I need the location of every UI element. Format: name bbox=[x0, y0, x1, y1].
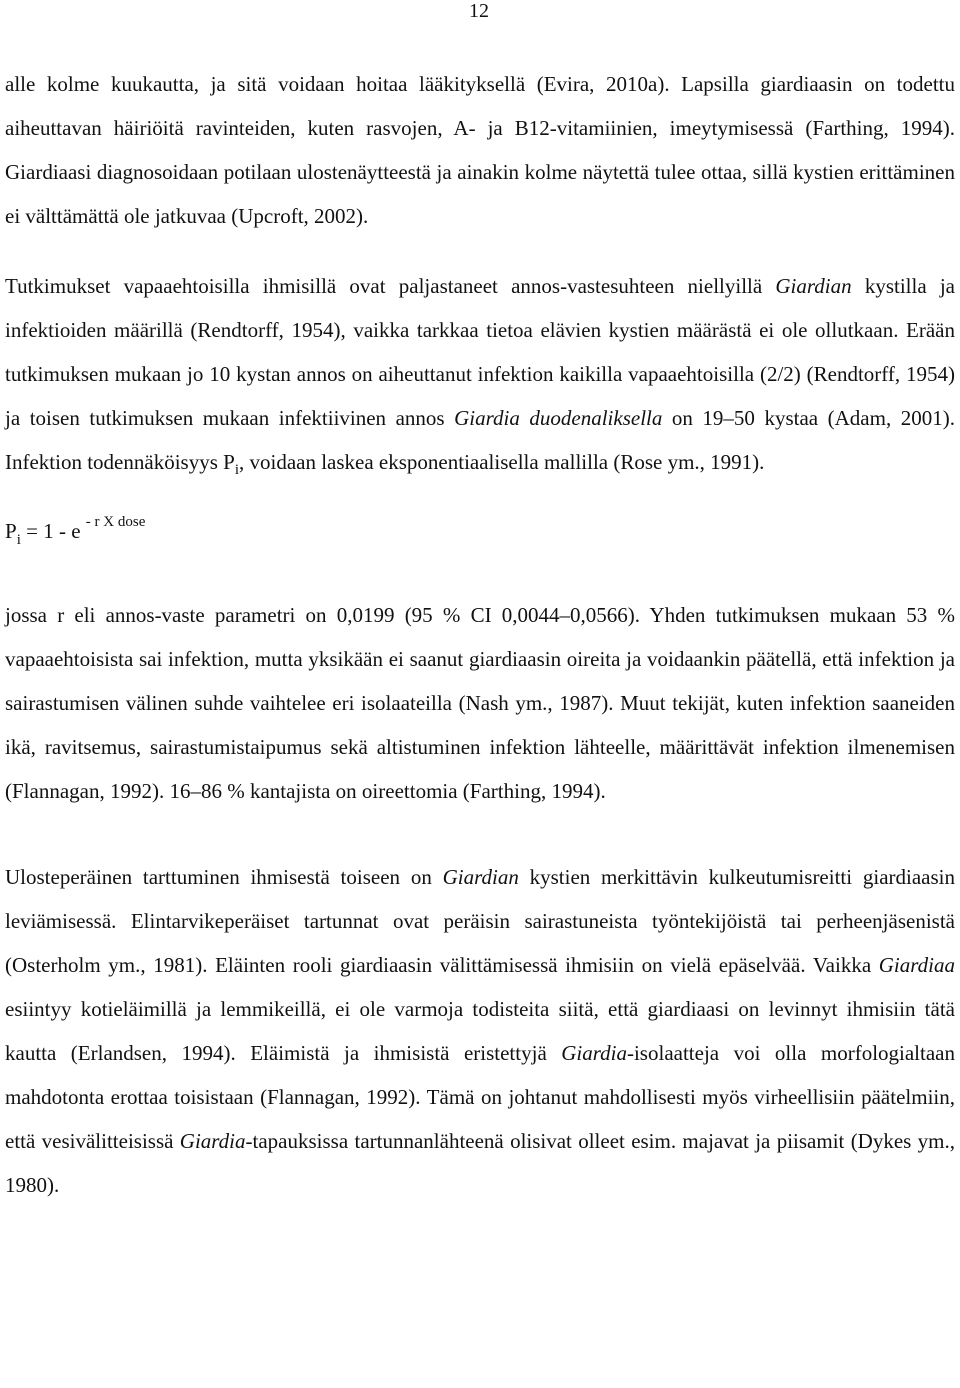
paragraph-2 bbox=[5, 264, 955, 487]
paragraph-4-italic-d: Giardia bbox=[179, 1129, 246, 1153]
formula-base: P bbox=[5, 519, 17, 543]
page-number: 12 bbox=[469, 0, 489, 22]
paragraph-2-italic-b: Giardia duodenaliksella bbox=[454, 406, 663, 430]
paragraph-4-text-a: Ulosteperäinen tarttuminen ihmisestä toiseen on bbox=[5, 865, 443, 889]
paragraph-4 bbox=[5, 855, 955, 1207]
formula-subscript: i bbox=[16, 532, 21, 548]
paragraph-4-text-b: kystien merkittävin kulkeutumisreitti giardiaasin leviämisessä. Elintarvikeperäiset tartunnat ovat peräisin sairastuneista työntekijöistä tai perheenjäsenistä (Osterholm ym., 1981). Eläinten rooli giardiaasin välittämisessä ihmisiin on vielä epäselvää. Vaikka bbox=[5, 865, 955, 977]
paragraph-4-italic-a: Giardian bbox=[442, 865, 519, 889]
document-body bbox=[5, 62, 955, 1207]
paragraph-4-italic-c: Giardia bbox=[561, 1041, 627, 1065]
paragraph-2-italic-a: Giardian bbox=[775, 274, 852, 298]
formula-middle: = 1 - e bbox=[20, 519, 86, 543]
paragraph-4-text-e: -tapauksissa tartunnanlähteenä olisivat olleet esim. majavat ja piisamit (Dykes ym., 1980). bbox=[5, 1129, 956, 1197]
probability-formula bbox=[5, 509, 955, 553]
paragraph-1: alle kolme kuukautta, ja sitä voidaan hoitaa lääkityksellä (Evira, 2010a). Lapsilla giardiaasin on todettu aiheuttavan häiriöitä ravinteiden, kuten rasvojen, A- ja B12-vitamiinien, imeytymisessä (Farthing, 1994). Giardiaasi diagnosoidaan potilaan ulostenäytteestä ja ainakin kolme näytettä tulee ottaa, sillä kystien erittäminen ei välttämättä ole jatkuvaa (Upcroft, 2002). bbox=[5, 72, 955, 228]
paragraph-2-subscript: i bbox=[234, 462, 239, 478]
paragraph-2-text-c: on 19–50 kystaa (Adam, 2001). Infektion todennäköisyys P bbox=[5, 406, 955, 474]
paragraph-2-text-a: Tutkimukset vapaaehtoisilla ihmisillä ovat paljastaneet annos-vastesuhteen niellyillä bbox=[5, 274, 776, 298]
paragraph-4-text-c: esiintyy kotieläimillä ja lemmikeillä, ei ole varmoja todisteita siitä, että giardiaasi on levinnyt ihmisiin tätä kautta (Erlandsen, 1994). Eläimistä ja ihmisistä eristettyjä bbox=[5, 997, 955, 1065]
paragraph-2-text-d: , voidaan laskea eksponentiaalisella mallilla (Rose ym., 1991). bbox=[238, 450, 765, 474]
formula-exponent: - r X dose bbox=[85, 514, 146, 530]
paragraph-3: jossa r eli annos-vaste parametri on 0,0199 (95 % CI 0,0044–0,0566). Yhden tutkimuksen mukaan 53 % vapaaehtoisista sai infektion, mutta yksikään ei saanut giardiaasin oireita ja voidaankin päätellä, että infektion ja sairastumisen välinen suhde vaihtelee eri isolaateilla (Nash ym., 1987). Muut tekijät, kuten infektion saaneiden ikä, ravitsemus, sairastumistaipumus sekä altistuminen infektion lähteelle, määrittävät infektion ilmenemisen (Flannagan, 1992). 16–86 % kantajista on oireettomia (Farthing, 1994). bbox=[5, 603, 955, 803]
paragraph-2-text-b: kystilla ja infektioiden määrillä (Rendtorff, 1954), vaikka tarkkaa tietoa elävien kystien määrästä ei ole ollutkaan. Erään tutkimuksen mukaan jo 10 kystan annos on aiheuttanut infektion kaikilla vapaaehtoisilla (2/2) (Rendtorff, 1954) ja toisen tutkimuksen mukaan infektiivinen annos bbox=[5, 274, 955, 430]
paragraph-4-text-d: -isolaatteja voi olla morfologialtaan mahdotonta erottaa toisistaan (Flannagan, 1992). Tämä on johtanut mahdollisesti myös virheellisiin päätelmiin, että vesivälitteisissä bbox=[5, 1041, 955, 1153]
paragraph-4-italic-b: Giardiaa bbox=[878, 953, 955, 977]
